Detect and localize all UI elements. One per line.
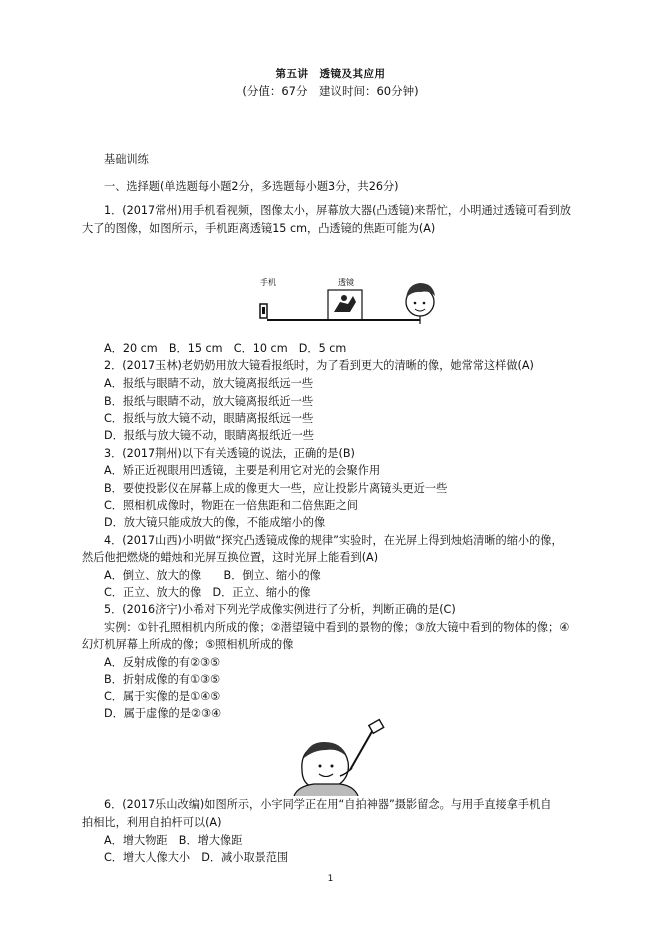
selfie-stick-icon — [350, 720, 384, 770]
part1-heading: 一、选择题(单选题每小题2分，多选题每小题3分，共26分) — [104, 180, 399, 193]
q2-option-c: C．报纸与放大镜不动，眼睛离报纸远一些 — [104, 412, 314, 425]
phone-label: 手机 — [260, 278, 276, 287]
q1-line2: 大了的图像，如图所示，手机距离透镜15 cm，凸透镜的焦距可能为(A) — [82, 222, 436, 235]
q4-line1: 4．(2017山西)小明做“探究凸透镜成像的规律”实验时，在光屏上得到烛焰清晰的缩小的像， — [104, 534, 563, 547]
q5-option-a: A．反射成像的有②③⑤ — [104, 656, 221, 669]
q3-option-a: A．矫正近视眼用凹透镜，主要是利用它对光的会聚作用 — [104, 464, 381, 477]
q3-option-d: D．放大镜只能成放大的像，不能成缩小的像 — [104, 516, 326, 529]
q2-option-d: D．报纸与放大镜不动，眼睛离报纸近一些 — [104, 429, 314, 442]
q1-line1: 1．(2017常州)用手机看视频，图像太小，屏幕放大器(凸透镜)来帮忙，小明通过透镜可看到放 — [104, 204, 571, 217]
lens-label: 透镜 — [338, 278, 354, 287]
q6-figure — [290, 718, 400, 796]
q5-option-b: B．折射成像的有①③⑤ — [104, 673, 221, 686]
lens-icon — [328, 290, 362, 320]
q4-options-row1: A．倒立、放大的像 B．倒立、缩小的像 — [104, 569, 321, 582]
q1-figure — [250, 268, 450, 330]
page-title: 第五讲 透镜及其应用 — [275, 68, 386, 80]
q3-stem: 3．(2017荆州)以下有关透镜的说法，正确的是(B) — [104, 447, 355, 460]
q2-option-b: B．报纸与眼睛不动，放大镜离报纸近一些 — [104, 395, 314, 408]
q3-option-b: B．要使投影仪在屏幕上成的像更大一些，应让投影片离镜头更近一些 — [104, 482, 448, 495]
q2-stem: 2．(2017玉林)老奶奶用放大镜看报纸时，为了看到更大的清晰的像，她常常这样做(A) — [104, 359, 534, 372]
q5-examples-line1: 实例：①针孔照相机内所成的像；②潜望镜中看到的景物的像；③放大镜中看到的物体的像；④ — [104, 621, 570, 634]
q4-line2: 然后他把燃烧的蜡烛和光屏互换位置，这时光屏上能看到(A) — [82, 551, 379, 564]
boy-icon — [406, 283, 435, 324]
q5-option-c: C．属于实像的是①④⑤ — [104, 690, 221, 703]
q5-option-d: D．属于虚像的是②③④ — [104, 707, 222, 720]
section-name: 基础训练 — [104, 153, 149, 166]
q4-options-row2: C．正立、放大的像 D．正立、缩小的像 — [104, 586, 311, 599]
phone-icon — [260, 304, 267, 318]
page-subtitle: (分值：67分 建议时间：60分钟) — [242, 84, 419, 98]
q1-options: A．20 cm B．15 cm C．10 cm D．5 cm — [104, 342, 347, 355]
q3-option-c: C．照相机成像时，物距在一倍焦距和二倍焦距之间 — [104, 499, 358, 512]
q6-options-row1: A．增大物距 B．增大像距 — [104, 834, 243, 847]
boy-icon — [294, 742, 358, 796]
q6-line2: 拍相比，利用自拍杆可以(A) — [82, 816, 222, 829]
q6-options-row2: C．增大人像大小 D．减小取景范围 — [104, 851, 289, 864]
q2-option-a: A．报纸与眼睛不动，放大镜离报纸远一些 — [104, 377, 314, 390]
page-number: 1 — [327, 874, 334, 884]
q5-examples-line2: 幻灯机屏幕上所成的像；⑤照相机所成的像 — [82, 638, 294, 651]
q5-stem: 5．(2016济宁)小希对下列光学成像实例进行了分析，判断正确的是(C) — [104, 603, 456, 616]
q6-line1: 6．(2017乐山改编)如图所示，小宇同学正在用“自拍神器”摄影留念。与用手直接拿手机自 — [104, 798, 552, 811]
